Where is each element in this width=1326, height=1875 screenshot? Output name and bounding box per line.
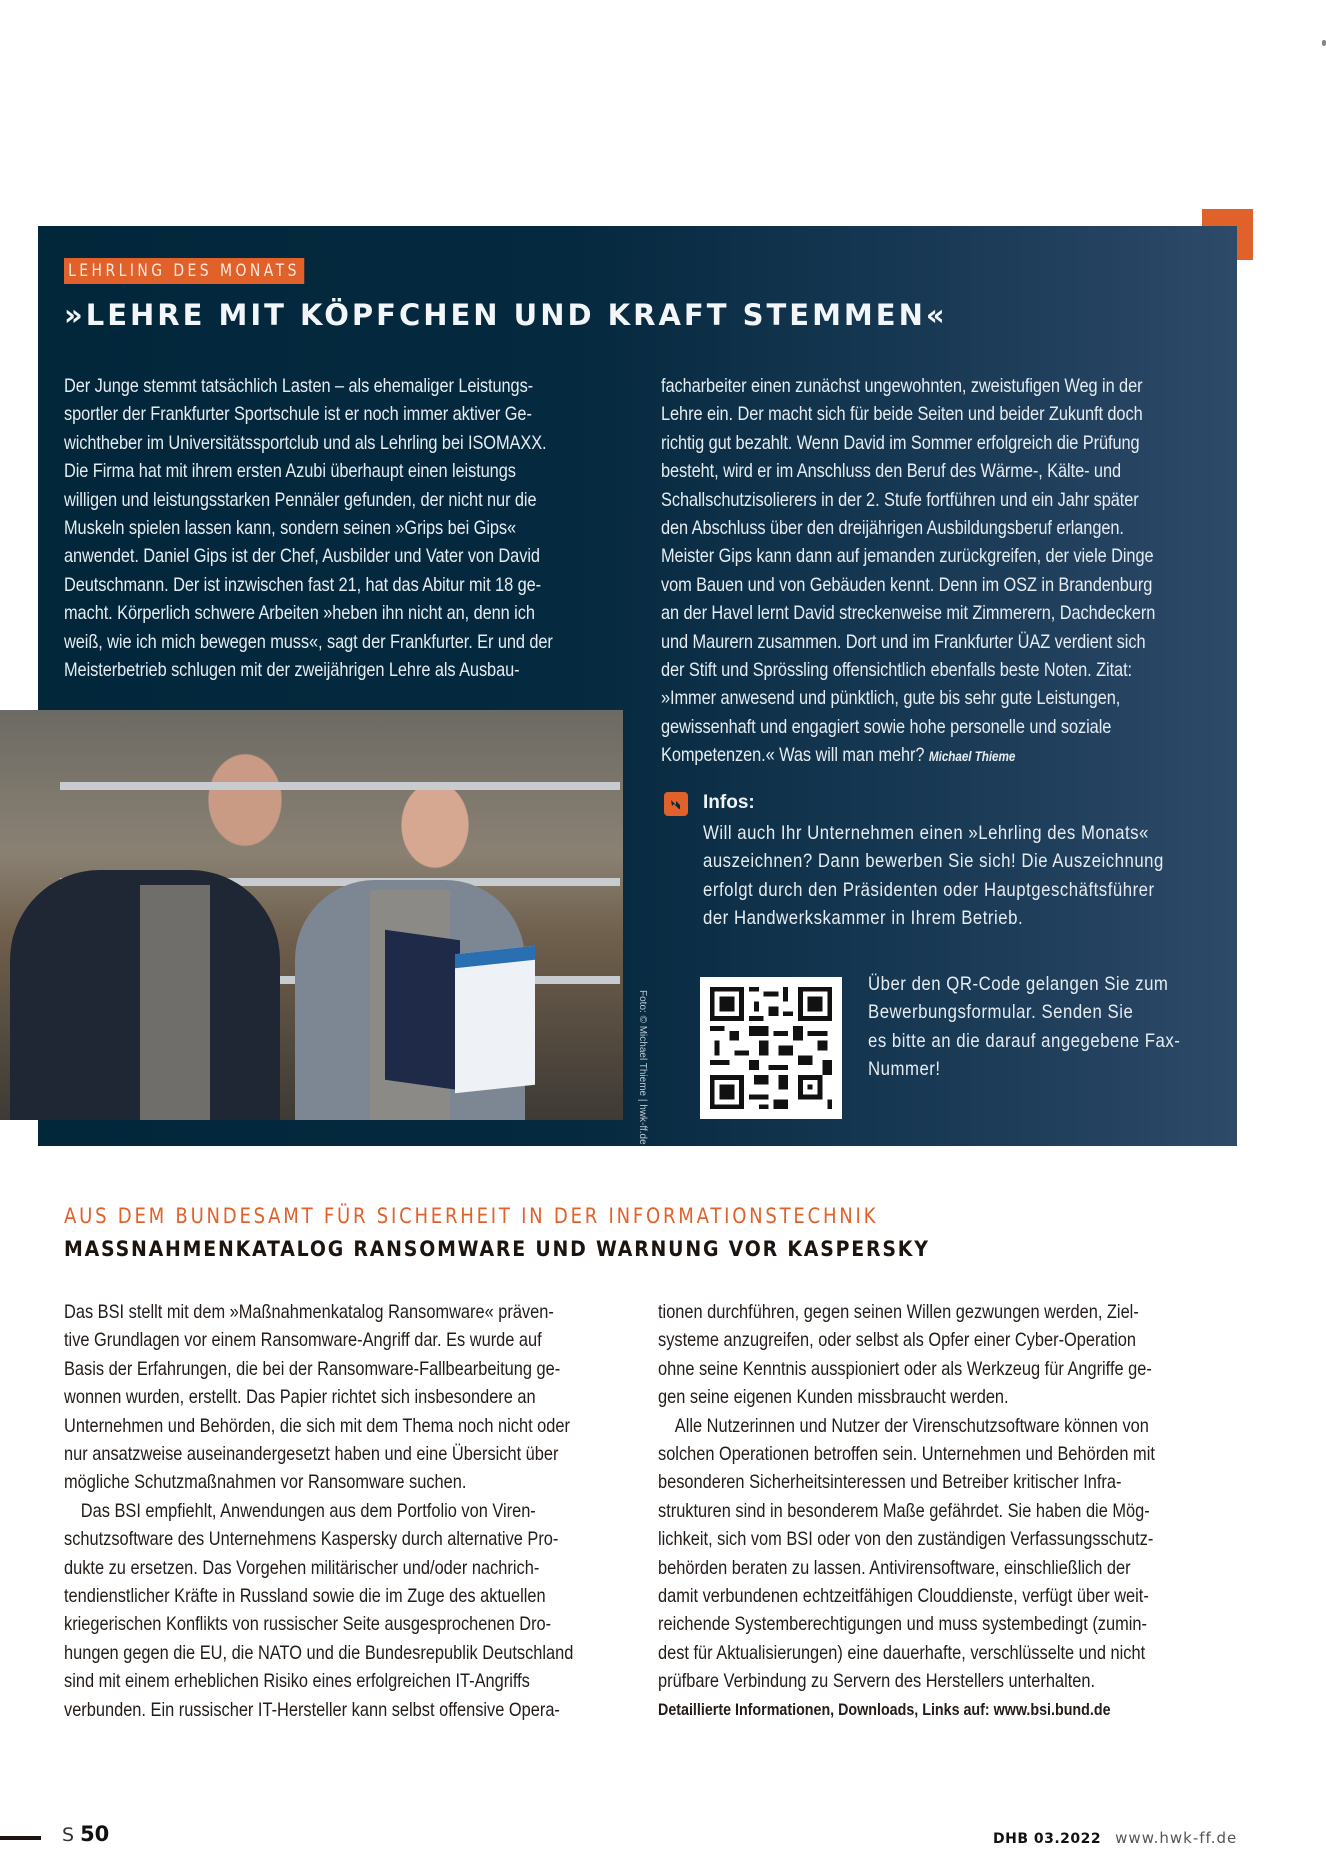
text-line: mögliche Schutzmaßnahmen vor Ransomware suchen. <box>64 1471 467 1494</box>
text-line: facharbeiter einen zunächst ungewohnten, zweistufigen Weg in der <box>661 375 1143 397</box>
last-line-text: Kompetenzen.« Was will man mehr? <box>661 744 925 767</box>
text-line: prüfbare Verbindung zu Servern des Herstellers unterhalten. <box>658 1670 1096 1693</box>
text-line: der Stift und Sprössling offensichtlich ebenfalls beste Noten. Zitat: <box>661 659 1133 682</box>
text-line: Das BSI empfiehlt, Anwendungen aus dem Portfolio von Viren- <box>80 1499 536 1522</box>
text-line: es bitte an die darauf angegebene Fax- <box>868 1029 1181 1052</box>
feature-column-left <box>64 372 624 684</box>
text-line: Unternehmen und Behörden, die sich mit dem Thema noch nicht oder <box>64 1414 570 1437</box>
arrow-down-right-icon <box>664 792 688 816</box>
text-line: solchen Operationen betroffen sein. Unternehmen und Behörden mit <box>658 1443 1155 1466</box>
text-line: wonnen wurden, erstellt. Das Papier richtet sich insbesondere an <box>64 1386 536 1409</box>
text-line: ohne seine Kenntnis ausspioniert oder als Werkzeug für Angriffe ge- <box>658 1357 1152 1380</box>
bsi-link-line[interactable]: Detaillierte Informationen, Downloads, Links auf: www.bsi.bund.de <box>658 1699 1111 1719</box>
qr-instructions <box>868 970 1208 1084</box>
feature-kicker: LEHRLING DES MONATS <box>64 258 304 284</box>
text-line: besonderen Sicherheitsinteressen und Betreiber kritischer Infra- <box>658 1471 1122 1494</box>
text-line: »Immer anwesend und pünktlich, gute bis sehr gute Leistungen, <box>661 687 1121 710</box>
text-line: lichkeit, sich vom BSI oder von den zuständigen Verfassungsschutz- <box>658 1528 1154 1551</box>
text-line: macht. Körperlich schwere Arbeiten »heben ihn nicht an, denn ich <box>64 602 535 625</box>
footer-issue <box>993 1828 1237 1847</box>
text-line: nur ansatzweise auseinandergesetzt haben und eine Übersicht über <box>64 1443 559 1466</box>
text-line: sportler der Frankfurter Sportschule ist er noch immer aktiver Ge- <box>64 403 532 426</box>
text-line: Basis der Erfahrungen, die bei der Ransomware-Fallbearbeitung ge- <box>64 1357 561 1380</box>
bsi-title: MASSNAHMENKATALOG RANSOMWARE UND WARNUNG VOR KASPERSKY <box>64 1237 930 1261</box>
text-line: vom Bauen und von Gebäuden kennt. Denn im OSZ in Brandenburg <box>661 573 1153 596</box>
text-line: Lehre ein. Der macht sich für beide Seiten und beider Zukunft doch <box>661 403 1143 426</box>
text-line: an der Havel lernt David streckenweise mit Zimmerern, Dachdeckern <box>661 602 1156 625</box>
footer-rule <box>0 1836 41 1840</box>
qr-code[interactable] <box>700 977 842 1119</box>
footer-url[interactable]: www.hwk-ff.de <box>1115 1829 1238 1847</box>
text-line: Meister Gips kann dann auf jemanden zurückgreifen, der viele Dinge <box>661 545 1154 568</box>
text-line: auszeichnen? Dann bewerben Sie sich! Die Auszeichnung <box>703 850 1164 873</box>
text-line: Die Firma hat mit ihrem ersten Azubi überhaupt einen leistungs <box>64 460 516 483</box>
text-line: damit verbundenen echtzeitfähigen Clouddienste, verfügt über weit- <box>658 1585 1149 1608</box>
text-line: wichtheber im Universitätssportclub und als Lehrling bei ISOMAXX. <box>64 431 547 454</box>
text-line: und Maurern zusammen. Dort und im Frankfurter ÜAZ verdient sich <box>661 630 1146 653</box>
text-line: Über den QR-Code gelangen Sie zum <box>868 973 1169 995</box>
text-line: kriegerischen Konflikts von russischer Seite ausgesprochenen Dro- <box>64 1613 552 1636</box>
text-line: Schallschutzisolierers in der 2. Stufe fortführen und ein Jahr später <box>661 488 1139 511</box>
infos-body <box>703 819 1223 933</box>
text-line: dest für Aktualisierungen) eine dauerhafte, verschlüsselte und nicht <box>658 1641 1146 1664</box>
photo-shelf <box>60 782 620 790</box>
text-line: behörden beraten zu lassen. Antivirensoftware, einschließlich der <box>658 1556 1131 1579</box>
photo-certificate-folder <box>385 930 460 1091</box>
text-line-last <box>661 741 1140 770</box>
text-line: Nummer! <box>868 1058 941 1081</box>
text-line: strukturen sind in besonderem Maße gefährdet. Sie haben die Mög- <box>658 1499 1150 1522</box>
photo-certificate <box>455 946 535 1093</box>
text-line: schutzsoftware des Unternehmens Kaspersky durch alternative Pro- <box>64 1528 559 1551</box>
text-line: Meisterbetrieb schlugen mit der zweijährigen Lehre als Ausbau- <box>64 659 520 682</box>
feature-headline: »LEHRE MIT KÖPFCHEN UND KRAFT STEMMEN« <box>64 298 948 332</box>
page-corner-mark <box>1322 40 1326 46</box>
text-line: reichende Systemberechtigungen und muss systembedingt (zumin- <box>658 1613 1147 1636</box>
text-line: dukte zu ersetzen. Das Vorgehen militärischer und/oder nachrich- <box>64 1556 540 1579</box>
bsi-column-left <box>64 1298 634 1724</box>
text-line: den Abschluss über den dreijährigen Ausbildungsberuf erlangen. <box>661 517 1124 540</box>
photo-credit: Foto: © Michael Thieme | hwk-ff.de <box>637 990 648 1145</box>
infos-title: Infos: <box>703 792 755 813</box>
issue-label: DHB 03.2022 <box>993 1831 1102 1847</box>
feature-column-right <box>661 372 1231 771</box>
text-line: tendienstlicher Kräfte in Russland sowie die im Zuge des aktuellen <box>64 1585 546 1608</box>
text-line: tive Grundlagen vor einem Ransomware-Angriff dar. Es wurde auf <box>64 1329 542 1352</box>
text-line: Deutschmann. Der ist inzwischen fast 21, hat das Abitur mit 18 ge- <box>64 573 541 596</box>
text-line: gen seine eigenen Kunden missbraucht werden. <box>658 1386 1009 1409</box>
text-line: Alle Nutzerinnen und Nutzer der Virenschutzsoftware können von <box>674 1414 1149 1437</box>
text-line: sind mit einem erheblichen Risiko eines erfolgreichen IT-Angriffs <box>64 1670 530 1693</box>
text-line: Der Junge stemmt tatsächlich Lasten – als ehemaliger Leistungs- <box>64 375 534 397</box>
text-line: tionen durchführen, gegen seinen Willen gezwungen werden, Ziel- <box>658 1301 1139 1323</box>
text-line: erfolgt durch den Präsidenten oder Hauptgeschäftsführer <box>703 878 1155 901</box>
bsi-column-right <box>658 1298 1238 1724</box>
text-line: Das BSI stellt mit dem »Maßnahmenkatalog Ransomware« präven- <box>64 1301 554 1323</box>
page-number-value: 50 <box>80 1822 110 1846</box>
text-line: hungen gegen die EU, die NATO und die Bundesrepublik Deutschland <box>64 1641 574 1664</box>
qr-code-icon <box>700 977 842 1119</box>
bsi-kicker: AUS DEM BUNDESAMT FÜR SICHERHEIT IN DER INFORMATIONSTECHNIK <box>64 1204 879 1228</box>
text-line: systeme anzugreifen, oder selbst als Opfer einer Cyber-Operation <box>658 1329 1136 1352</box>
text-line: anwendet. Daniel Gips ist der Chef, Ausbilder und Vater von David <box>64 545 540 568</box>
text-line: verbunden. Ein russischer IT-Hersteller kann selbst offensive Opera- <box>64 1698 560 1721</box>
text-line: besteht, wird er im Anschluss den Beruf des Wärme-, Kälte- und <box>661 460 1122 483</box>
text-line: der Handwerkskammer in Ihrem Betrieb. <box>703 907 1024 930</box>
text-line: willigen und leistungsstarken Pennäler gefunden, der nicht nur die <box>64 488 537 511</box>
author-byline: Michael Thieme <box>928 748 1016 765</box>
photo-shirt <box>140 885 210 1120</box>
page-number <box>62 1822 109 1846</box>
text-line: Will auch Ihr Unternehmen einen »Lehrling des Monats« <box>703 822 1149 844</box>
text-line: gewissenhaft und engagiert sowie hohe personelle und soziale <box>661 715 1112 738</box>
text-line: Bewerbungsformular. Senden Sie <box>868 1001 1134 1024</box>
text-line: Muskeln spielen lassen kann, sondern seinen »Grips bei Gips« <box>64 517 517 540</box>
page-prefix: S <box>62 1824 75 1846</box>
feature-photo <box>0 710 623 1120</box>
text-line: richtig gut bezahlt. Wenn David im Sommer erfolgreich die Prüfung <box>661 431 1140 454</box>
text-line: weiß, wie ich mich bewegen muss«, sagt der Frankfurter. Er und der <box>64 630 553 653</box>
